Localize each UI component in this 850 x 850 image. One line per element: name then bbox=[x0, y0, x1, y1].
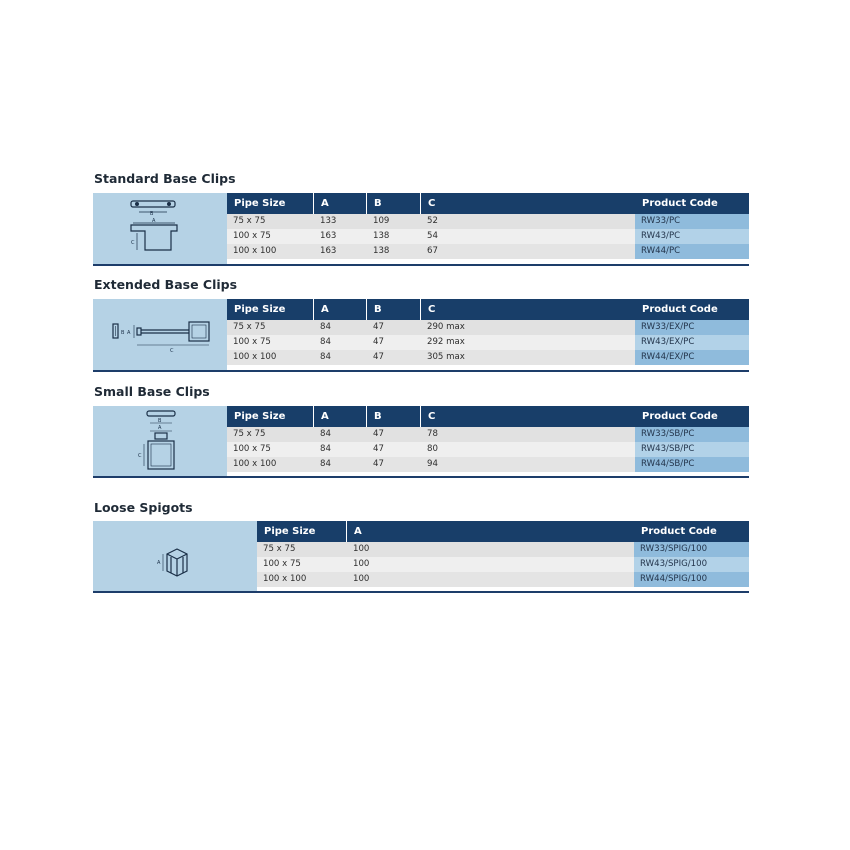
col-head-b: B bbox=[367, 406, 420, 427]
diagram-label-b: B bbox=[121, 330, 125, 336]
extended-base-clip-icon bbox=[93, 299, 227, 370]
table-row bbox=[227, 350, 749, 365]
col-head-b: B bbox=[367, 299, 420, 320]
cell-a: 84 bbox=[320, 337, 331, 347]
table-row bbox=[227, 244, 749, 259]
col-head-c: C bbox=[421, 193, 635, 214]
cell-b: 138 bbox=[373, 231, 390, 241]
spec-table bbox=[93, 521, 749, 593]
diagram-label-c: C bbox=[131, 240, 135, 246]
cell-pipe-size: 100 x 100 bbox=[233, 352, 277, 362]
col-head-pipe-size: Pipe Size bbox=[227, 299, 313, 320]
cell-pipe-size: 100 x 100 bbox=[263, 574, 307, 584]
cell-c: 305 max bbox=[427, 352, 465, 362]
col-head-b: B bbox=[367, 193, 420, 214]
cell-pipe-size: 75 x 75 bbox=[233, 429, 266, 439]
cell-pipe-size: 100 x 75 bbox=[263, 559, 301, 569]
cell-product-code: RW44/SPIG/100 bbox=[634, 572, 749, 587]
cell-a: 84 bbox=[320, 459, 331, 469]
table-row bbox=[227, 214, 749, 229]
cell-a: 100 bbox=[353, 574, 370, 584]
table-row bbox=[227, 427, 749, 442]
cell-b: 47 bbox=[373, 322, 384, 332]
table-row bbox=[227, 335, 749, 350]
cell-a: 100 bbox=[353, 559, 370, 569]
diagram-label-a: A bbox=[157, 560, 161, 566]
cell-c: 54 bbox=[427, 231, 438, 241]
diagram-label-b: B bbox=[158, 418, 162, 424]
spec-table bbox=[93, 193, 749, 266]
section-title: Small Base Clips bbox=[94, 384, 210, 399]
col-head-product-code: Product Code bbox=[635, 193, 749, 214]
cell-pipe-size: 100 x 100 bbox=[233, 246, 277, 256]
diagram-label-a: A bbox=[158, 425, 162, 431]
cell-c: 94 bbox=[427, 459, 438, 469]
cell-product-code: RW43/PC bbox=[635, 229, 749, 244]
cell-product-code: RW43/SPIG/100 bbox=[634, 557, 749, 572]
col-head-pipe-size: Pipe Size bbox=[227, 406, 313, 427]
diagram-label-c: C bbox=[170, 348, 174, 354]
col-head-c: C bbox=[421, 299, 635, 320]
diagram-label-b: B bbox=[150, 211, 154, 217]
col-head-c: C bbox=[421, 406, 635, 427]
cell-b: 47 bbox=[373, 429, 384, 439]
cell-c: 52 bbox=[427, 216, 438, 226]
cell-pipe-size: 100 x 75 bbox=[233, 337, 271, 347]
diagram-panel bbox=[93, 193, 227, 264]
cell-c: 290 max bbox=[427, 322, 465, 332]
col-head-product-code: Product Code bbox=[635, 406, 749, 427]
spec-table bbox=[93, 406, 749, 478]
table-row bbox=[227, 457, 749, 472]
col-head-pipe-size: Pipe Size bbox=[257, 521, 346, 542]
cell-a: 133 bbox=[320, 216, 337, 226]
col-head-pipe-size: Pipe Size bbox=[227, 193, 313, 214]
cell-product-code: RW33/SB/PC bbox=[635, 427, 749, 442]
cell-pipe-size: 75 x 75 bbox=[263, 544, 296, 554]
cell-pipe-size: 100 x 75 bbox=[233, 444, 271, 454]
cell-product-code: RW44/EX/PC bbox=[635, 350, 749, 365]
cell-product-code: RW44/SB/PC bbox=[635, 457, 749, 472]
cell-product-code: RW33/EX/PC bbox=[635, 320, 749, 335]
cell-pipe-size: 75 x 75 bbox=[233, 216, 266, 226]
cell-b: 109 bbox=[373, 216, 390, 226]
table-row bbox=[227, 229, 749, 244]
diagram-label-a: A bbox=[127, 330, 131, 336]
table-row bbox=[227, 320, 749, 335]
standard-base-clip-icon bbox=[93, 193, 227, 264]
col-head-a: A bbox=[347, 521, 634, 542]
cell-product-code: RW44/PC bbox=[635, 244, 749, 259]
cell-a: 84 bbox=[320, 322, 331, 332]
col-head-a: A bbox=[314, 193, 366, 214]
cell-c: 292 max bbox=[427, 337, 465, 347]
cell-c: 78 bbox=[427, 429, 438, 439]
diagram-panel bbox=[93, 521, 257, 591]
diagram-panel bbox=[93, 406, 227, 476]
col-head-product-code: Product Code bbox=[634, 521, 749, 542]
cell-pipe-size: 100 x 100 bbox=[233, 459, 277, 469]
cell-b: 138 bbox=[373, 246, 390, 256]
cell-c: 80 bbox=[427, 444, 438, 454]
small-base-clip-icon bbox=[93, 406, 227, 476]
cell-a: 100 bbox=[353, 544, 370, 554]
cell-a: 84 bbox=[320, 444, 331, 454]
cell-b: 47 bbox=[373, 352, 384, 362]
diagram-label-a: A bbox=[152, 218, 156, 224]
diagram-label-c: C bbox=[138, 453, 142, 459]
cell-b: 47 bbox=[373, 444, 384, 454]
col-head-a: A bbox=[314, 299, 366, 320]
spec-table bbox=[93, 299, 749, 372]
table-row bbox=[257, 557, 749, 572]
cell-b: 47 bbox=[373, 459, 384, 469]
cell-b: 47 bbox=[373, 337, 384, 347]
cell-a: 84 bbox=[320, 429, 331, 439]
section-title: Standard Base Clips bbox=[94, 171, 236, 186]
cell-a: 163 bbox=[320, 246, 337, 256]
cell-product-code: RW33/PC bbox=[635, 214, 749, 229]
cell-a: 84 bbox=[320, 352, 331, 362]
table-row bbox=[227, 442, 749, 457]
col-head-product-code: Product Code bbox=[635, 299, 749, 320]
cell-c: 67 bbox=[427, 246, 438, 256]
cell-product-code: RW43/SB/PC bbox=[635, 442, 749, 457]
cell-product-code: RW33/SPIG/100 bbox=[634, 542, 749, 557]
cell-product-code: RW43/EX/PC bbox=[635, 335, 749, 350]
section-title: Extended Base Clips bbox=[94, 277, 238, 292]
loose-spigot-icon bbox=[93, 521, 257, 591]
table-row bbox=[257, 542, 749, 557]
table-row bbox=[257, 572, 749, 587]
cell-pipe-size: 75 x 75 bbox=[233, 322, 266, 332]
col-head-a: A bbox=[314, 406, 366, 427]
diagram-panel bbox=[93, 299, 227, 370]
cell-a: 163 bbox=[320, 231, 337, 241]
section-title: Loose Spigots bbox=[94, 500, 193, 515]
cell-pipe-size: 100 x 75 bbox=[233, 231, 271, 241]
